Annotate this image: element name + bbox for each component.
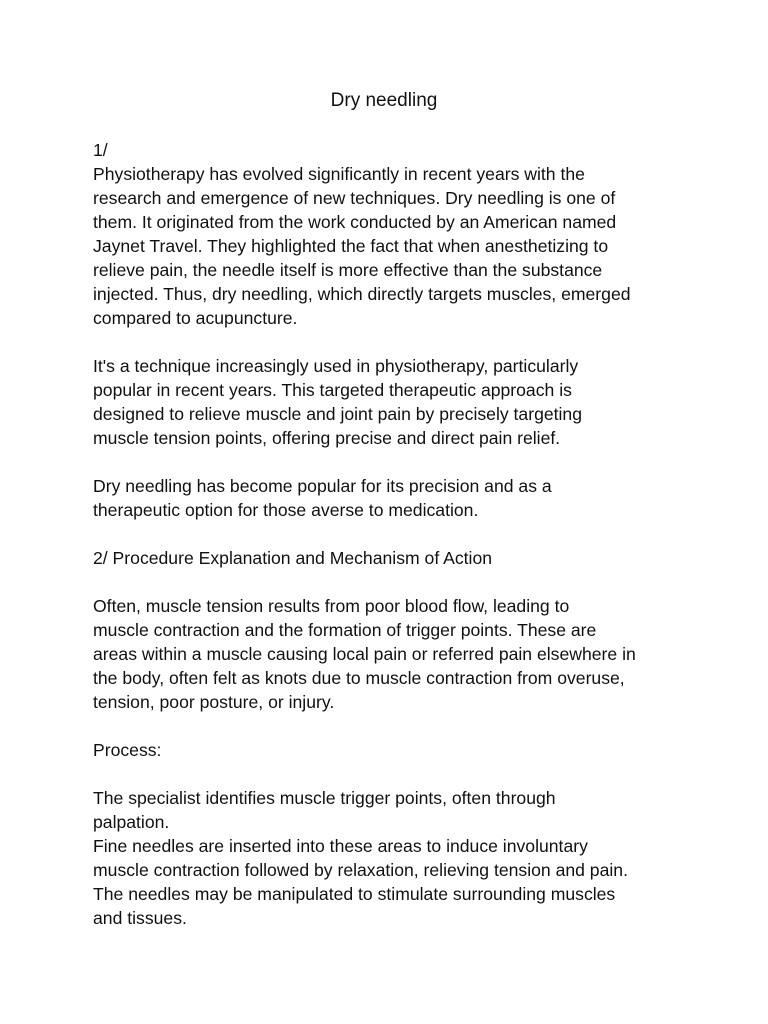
text-line: relieve pain, the needle itself is more effective than the substance [93, 260, 603, 280]
text-line: tension, poor posture, or injury. [93, 692, 335, 712]
text-line: The needles may be manipulated to stimulate surrounding muscles [93, 884, 616, 904]
paragraph [93, 546, 693, 570]
text-line: Process: [93, 740, 162, 760]
text-line: Fine needles are inserted into these areas to induce involuntary [93, 836, 588, 856]
text-line: Physiotherapy has evolved significantly in recent years with the [93, 164, 585, 184]
text-line: compared to acupuncture. [93, 308, 298, 328]
paragraph-gap [93, 570, 693, 594]
paragraph [93, 786, 693, 930]
text-line: and tissues. [93, 908, 187, 928]
text-line: muscle contraction followed by relaxation, relieving tension and pain. [93, 860, 628, 880]
text-line: palpation. [93, 812, 170, 832]
text-line: therapeutic option for those averse to medication. [93, 500, 479, 520]
text-line: Often, muscle tension results from poor blood flow, leading to [93, 596, 570, 616]
text-line: muscle contraction and the formation of trigger points. These are [93, 620, 597, 640]
paragraph [93, 594, 693, 714]
text-line: It's a technique increasingly used in physiotherapy, particularly [93, 356, 579, 376]
paragraph-gap [93, 762, 693, 786]
text-line: 2/ Procedure Explanation and Mechanism of Action [93, 548, 493, 568]
text-line: injected. Thus, dry needling, which directly targets muscles, emerged [93, 284, 631, 304]
paragraph [93, 738, 693, 762]
paragraph [93, 354, 693, 450]
text-line: them. It originated from the work conducted by an American named [93, 212, 617, 232]
paragraph-gap [93, 330, 693, 354]
text-line: the body, often felt as knots due to muscle contraction from overuse, [93, 668, 625, 688]
text-line: designed to relieve muscle and joint pain by precisely targeting [93, 404, 582, 424]
document-body [93, 138, 693, 930]
paragraph-gap [93, 714, 693, 738]
text-line: The specialist identifies muscle trigger points, often through [93, 788, 556, 808]
text-line: Dry needling has become popular for its precision and as a [93, 476, 552, 496]
paragraph [93, 474, 693, 522]
text-line: 1/ [93, 140, 108, 160]
text-line: research and emergence of new techniques. Dry needling is one of [93, 188, 616, 208]
document-title: Dry needling [330, 90, 438, 111]
text-line: muscle tension points, offering precise and direct pain relief. [93, 428, 561, 448]
text-line: popular in recent years. This targeted therapeutic approach is [93, 380, 572, 400]
text-line: areas within a muscle causing local pain or referred pain elsewhere in [93, 644, 636, 664]
paragraph-gap [93, 522, 693, 546]
paragraph-gap [93, 450, 693, 474]
paragraph [93, 138, 693, 330]
text-line: Jaynet Travel. They highlighted the fact that when anesthetizing to [93, 236, 609, 256]
